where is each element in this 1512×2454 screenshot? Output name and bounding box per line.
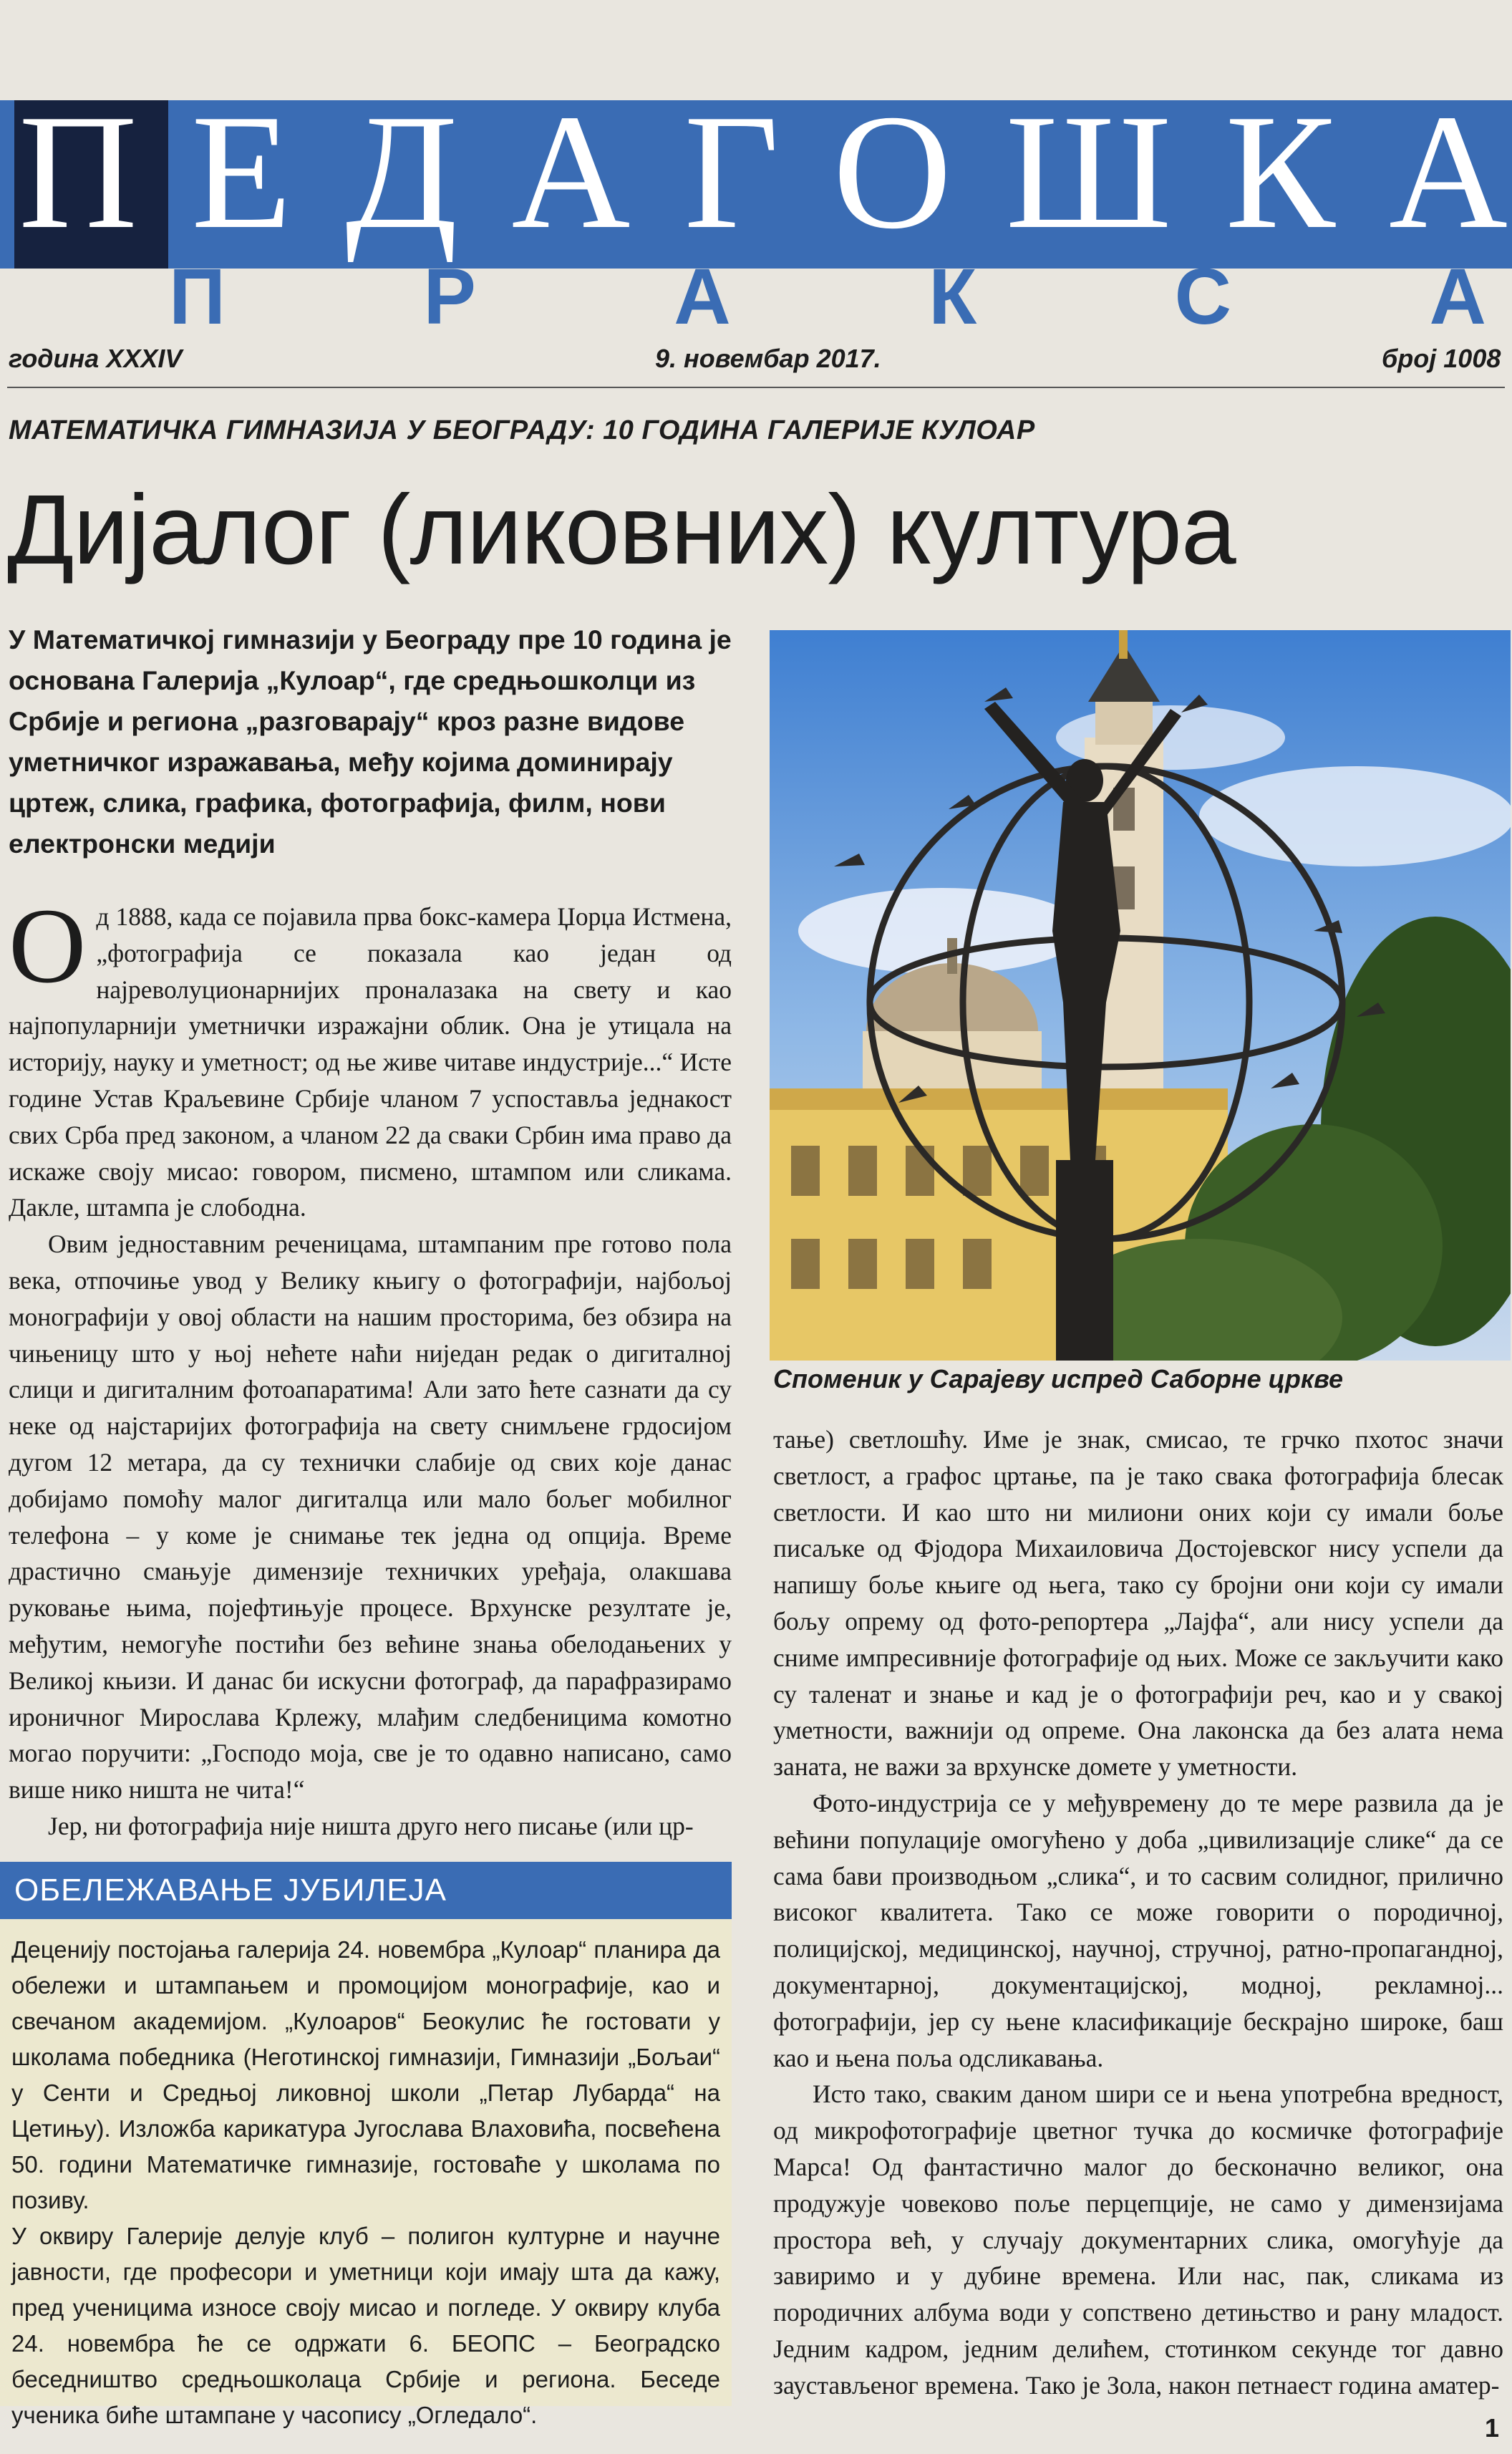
volume-label: година XXXIV xyxy=(9,344,183,373)
box-paragraph: У оквиру Галерије делује клуб – полигон културне и научне јавности, где професори и уметници који имају шта да кажу, пред ученицима износе своју мисао и погледе. У оквиру клуба 24. новембра ће се одржати 6. БЕОПС – Београдско беседништво средњошколаца Србије и региона. Беседе ученика биће штампане у часопису „Огледало“. xyxy=(11,2223,720,2428)
masthead-sub-letter: К xyxy=(929,253,977,341)
article-headline: Дијалог (ликовних) култура xyxy=(7,475,1236,585)
photo-caption: Споменик у Сарајеву испред Саборне цркве xyxy=(773,1364,1344,1393)
masthead-subtitle xyxy=(169,253,1486,341)
paragraph: Овим једноставним реченицама, штампаним пре готово пола века, отпочиње увод у Велику књигу о фотографији, најбољој монографији у овој области на нашим просторима, без обзира на чињеницу што у њој нећете наћи ниједан редак о дигиталној слици и дигиталним фотоапаратима! Али зато ћете сазнати да су неке од најстаријих фотографија на свету снимљене грдосијом дугом 12 метара, да су технички слабије од свих које данас добијамо помоћу малог дигиталца или мало бољег мобилног телефона – у коме је снимање тек једна од опција. Време драстично смањује димензије техничких уређаја, олакшава руковање њима, појефтињује процесе. Врхунске резултате је, међутим, немогуће постићи без већине знања обелодањених у Великој књизи. И данас би искусни фотограф, да парафразирамо ироничног Мирослава Крлежу, млађим следбеницима комотно могао поручити: „Господо моја, све је то одавно написано, само више нико ништа не чита!“ xyxy=(9,1230,732,1805)
masthead-letter: К xyxy=(1225,80,1335,263)
paragraph: Јер, ни фотографија није ништа друго него писање (или цр- xyxy=(48,1811,694,1840)
masthead-letter: П xyxy=(19,80,138,263)
paragraph: тање) светлошћу. Име је знак, смисао, те грчко пхотос значи светлост, а графос цртање, па је тако свака фотографија блесак светлости. И као што ни милиони оних који су имали боље писаљке од Фјодора Михаиловича Достојевског нису успели да напишу боље књиге од њега, тако су бројни они који су имали бољу опрему од фото-репортера „Лајфа“, али нису успели да сниме импресивније фотографије од њих. Може се закључити како су таленат и знање и кад је о фотографији реч, као и у свакој уметности, важнији од опреме. Она лаконска да без алата нема заната, не важи за врхунске домете у уметности. xyxy=(773,1425,1503,1782)
masthead-sub-letter: С xyxy=(1174,253,1232,341)
masthead-title xyxy=(19,80,1508,263)
paragraph-text: д 1888, када се појавила прва бокс-камера Џорџа Истмена, „фотографија се показала као један од најреволуционарнијих проналазака на свету и као најпопуларнији уметнички изражајни облик. Она је утицала на историју, науку и уметност; од ње живе читаве индустрије...“ Исте године Устав Краљевине Србије чланом 7 успоставља једнакост свих Срба пред законом, а чланом 22 да сваки Србин има право да искаже своју мисао: говором, писмено, штампом или сликама. Дакле, штампа је слободна. xyxy=(9,902,732,1222)
issue-date: 9. новембар 2017. xyxy=(655,344,881,373)
box-body xyxy=(11,1932,720,2433)
article-kicker: МАТЕМАТИЧКА ГИМНАЗИЈА У БЕОГРАДУ: 10 ГОДИНА ГАЛЕРИЈЕ КУЛОАР xyxy=(9,415,1035,445)
article-lead: У Математичкој гимназији у Београду пре 10 година је основана Галерија „Кулоар“, где средњошколци из Србије и региона „разговарају“ кроз разне видове уметничког изражавања, међу којима доминирају цртеж, слика, графика, фотографија, филм, нови електронски медији xyxy=(9,624,732,859)
monument-illustration xyxy=(770,630,1511,1361)
masthead-sub-letter: Р xyxy=(423,253,476,341)
masthead-letter: Д xyxy=(345,80,458,263)
masthead-letter: Ш xyxy=(1005,80,1172,263)
masthead-letter: О xyxy=(833,80,952,263)
masthead-letter: А xyxy=(1388,80,1508,263)
jubilee-box xyxy=(0,1862,732,2428)
masthead-letter: А xyxy=(511,80,631,263)
masthead-letter: Е xyxy=(191,80,292,263)
paragraph xyxy=(9,887,732,1226)
paragraph: Фото-индустрија се у међувремену до те мере развила да је већини популације омогућено у доба „цивилизације слике“ да се сама бави производњом „слика“, и то сасвим солидног, прилично високог квалитета. Тако се може говорити о породичној, полицијској, медицинској, научној, стручној, ратно-пропагандној, документарној, документацијској, модној, рекламној... фотографији, јер су њене класификације бескрајно широке, баш као и њена поља одсликавања. xyxy=(773,1788,1503,2072)
article-body-left xyxy=(9,887,732,1845)
masthead-letter: Г xyxy=(684,80,780,263)
divider xyxy=(7,387,1505,388)
masthead-sub-letter: П xyxy=(169,253,226,341)
monument-photo xyxy=(770,630,1511,1361)
paragraph: Исто тако, сваким даном шири се и њена употребна вредност, од микрофотографије цветног тучка до космичке фотографије Марса! Од фантастично малог до бесконачно великог, она продужује човеково поље перцепције, не само у димензијама простора већ, у случају документарних слика, омогућује да завиримо и у дубине времена. Или нас, пак, сликама из породичних албума води у сопствено детињство и рану младост. Једним кадром, једним делићем, стотинком секунде тог давно заустављеног времена. Тако је Зола, након петнаест година аматер- xyxy=(773,2079,1503,2400)
masthead-sub-letter: А xyxy=(1429,253,1486,341)
drop-cap: О xyxy=(9,887,87,1005)
issue-number: број 1008 xyxy=(1382,344,1501,373)
page-number: 1 xyxy=(1485,2413,1500,2443)
masthead-sub-letter: А xyxy=(674,253,731,341)
box-paragraph: Деценију постојања галерија 24. новембра „Кулоар“ планира да обележи и штампањем и промоцијом монографије, као и свечаном академијом. „Кулоаров“ Беокулис ће гостовати у школама победника (Неготинској гимназији, Гимназији „Бољаи“ у Сенти и Средњој ликовној школи „Петар Лубарда“ на Цетињу). Изложба карикатура Југослава Влаховића, посвећена 50. години Математичке гимназије, гостоваће у школама по позиву. xyxy=(11,1936,720,2213)
article-body-right xyxy=(773,1421,1503,2404)
box-title: ОБЕЛЕЖАВАЊЕ ЈУБИЛЕЈА xyxy=(0,1862,732,1919)
